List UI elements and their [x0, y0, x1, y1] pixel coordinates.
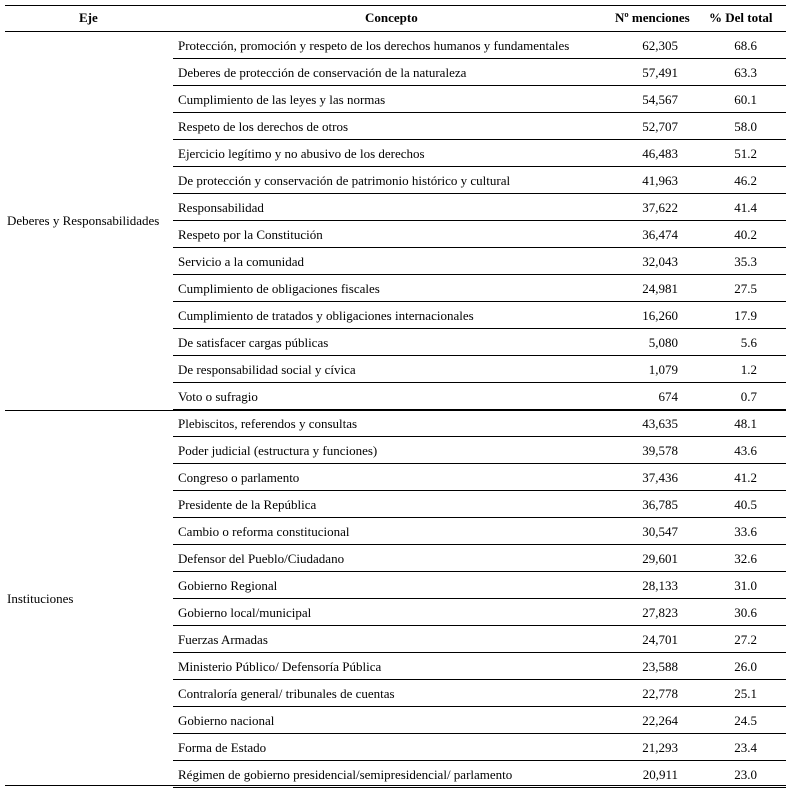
- cell-menciones: 24,701: [642, 632, 678, 647]
- cell-menciones: 21,293: [642, 740, 678, 755]
- cell-eje: Instituciones: [7, 591, 74, 606]
- cell-menciones: 43,635: [642, 416, 678, 431]
- cell-concepto: Forma de Estado: [178, 740, 267, 755]
- cell-porcentaje: 17.9: [734, 308, 757, 323]
- cell-porcentaje: 25.1: [734, 686, 757, 701]
- cell-menciones: 5,080: [648, 335, 678, 350]
- cell-concepto: Ejercicio legítimo y no abusivo de los derechos: [178, 146, 425, 161]
- cell-menciones: 54,567: [642, 92, 678, 107]
- table-row: [5, 626, 786, 653]
- table-row: [5, 437, 786, 464]
- table-row: [5, 356, 786, 383]
- cell-concepto: Respeto por la Constitución: [178, 227, 323, 242]
- cell-concepto: Defensor del Pueblo/Ciudadano: [178, 551, 345, 566]
- table-row: [5, 680, 786, 707]
- header-menciones: Nº menciones: [615, 10, 690, 25]
- cell-porcentaje: 23.4: [734, 740, 757, 755]
- cell-menciones: 37,436: [642, 470, 678, 485]
- cell-porcentaje: 1.2: [740, 362, 757, 377]
- table-row: [5, 140, 786, 167]
- cell-porcentaje: 24.5: [734, 713, 757, 728]
- cell-porcentaje: 35.3: [734, 254, 757, 269]
- cell-menciones: 46,483: [642, 146, 678, 161]
- cell-menciones: 36,785: [642, 497, 678, 512]
- table-row: [5, 464, 786, 491]
- cell-concepto: Servicio a la comunidad: [178, 254, 304, 269]
- cell-concepto: De protección y conservación de patrimonio histórico y cultural: [178, 173, 511, 188]
- cell-concepto: Ministerio Público/ Defensoría Pública: [178, 659, 382, 674]
- cell-porcentaje: 40.5: [734, 497, 757, 512]
- cell-menciones: 37,622: [642, 200, 678, 215]
- cell-porcentaje: 41.2: [734, 470, 757, 485]
- cell-porcentaje: 43.6: [734, 443, 757, 458]
- cell-concepto: Fuerzas Armadas: [178, 632, 268, 647]
- header-porcentaje: % Del total: [709, 10, 773, 25]
- header-eje: Eje: [79, 10, 98, 25]
- cell-concepto: Congreso o parlamento: [178, 470, 300, 485]
- cell-porcentaje: 26.0: [734, 659, 757, 674]
- cell-porcentaje: 32.6: [734, 551, 757, 566]
- table-row: [5, 32, 786, 59]
- cell-menciones: 20,911: [642, 767, 678, 782]
- cell-concepto: Cumplimiento de las leyes y las normas: [178, 92, 386, 107]
- cell-porcentaje: 41.4: [734, 200, 757, 215]
- cell-porcentaje: 60.1: [734, 92, 757, 107]
- cell-concepto: Régimen de gobierno presidencial/semipresidencial/ parlamento: [178, 767, 513, 782]
- cell-concepto: Plebiscitos, referendos y consultas: [178, 416, 358, 431]
- table-row: [5, 113, 786, 140]
- table-row: [5, 653, 786, 680]
- table-row: [5, 59, 786, 86]
- table-row: [5, 410, 786, 437]
- cell-menciones: 27,823: [642, 605, 678, 620]
- cell-porcentaje: 46.2: [734, 173, 757, 188]
- cell-porcentaje: 33.6: [734, 524, 757, 539]
- cell-menciones: 36,474: [642, 227, 678, 242]
- cell-concepto: Gobierno local/municipal: [178, 605, 312, 620]
- cell-concepto: Gobierno nacional: [178, 713, 275, 728]
- cell-concepto: Responsabilidad: [178, 200, 264, 215]
- table-row: [5, 86, 786, 113]
- cell-concepto: Gobierno Regional: [178, 578, 278, 593]
- cell-menciones: 24,981: [642, 281, 678, 296]
- cell-menciones: 22,778: [642, 686, 678, 701]
- table-row: [5, 248, 786, 275]
- cell-concepto: Presidente de la República: [178, 497, 317, 512]
- cell-menciones: 52,707: [642, 119, 678, 134]
- cell-porcentaje: 40.2: [734, 227, 757, 242]
- header-concepto: Concepto: [365, 10, 418, 25]
- table-row: [5, 761, 786, 788]
- cell-porcentaje: 48.1: [734, 416, 757, 431]
- table-row: [5, 572, 786, 599]
- table-bottom-rule: [5, 785, 786, 786]
- cell-menciones: 41,963: [642, 173, 678, 188]
- cell-menciones: 57,491: [642, 65, 678, 80]
- cell-porcentaje: 63.3: [734, 65, 757, 80]
- cell-menciones: 32,043: [642, 254, 678, 269]
- table-row: [5, 275, 786, 302]
- table-row: [5, 518, 786, 545]
- table-row: [5, 383, 786, 410]
- cell-porcentaje: 27.5: [734, 281, 757, 296]
- cell-menciones: 29,601: [642, 551, 678, 566]
- cell-porcentaje: 58.0: [734, 119, 757, 134]
- table-row: [5, 302, 786, 329]
- cell-concepto: Protección, promoción y respeto de los derechos humanos y fundamentales: [178, 38, 570, 53]
- cell-concepto: Cambio o reforma constitucional: [178, 524, 350, 539]
- cell-porcentaje: 31.0: [734, 578, 757, 593]
- cell-concepto: Voto o sufragio: [178, 389, 258, 404]
- table-row: [5, 329, 786, 356]
- row-rule: [173, 787, 786, 788]
- cell-concepto: Respeto de los derechos de otros: [178, 119, 349, 134]
- cell-concepto: Poder judicial (estructura y funciones): [178, 443, 378, 458]
- cell-porcentaje: 51.2: [734, 146, 757, 161]
- cell-concepto: Deberes de protección de conservación de la naturaleza: [178, 65, 467, 80]
- cell-menciones: 62,305: [642, 38, 678, 53]
- cell-porcentaje: 27.2: [734, 632, 757, 647]
- cell-menciones: 1,079: [648, 362, 678, 377]
- cell-menciones: 16,260: [642, 308, 678, 323]
- cell-eje: Deberes y Responsabilidades: [7, 213, 160, 228]
- table-row: [5, 707, 786, 734]
- data-table: [5, 5, 786, 785]
- cell-porcentaje: 68.6: [734, 38, 757, 53]
- table-row: [5, 545, 786, 572]
- cell-porcentaje: 30.6: [734, 605, 757, 620]
- table-row: [5, 599, 786, 626]
- table-row: [5, 167, 786, 194]
- table-row: [5, 734, 786, 761]
- cell-concepto: Cumplimiento de tratados y obligaciones internacionales: [178, 308, 474, 323]
- cell-porcentaje: 23.0: [734, 767, 757, 782]
- cell-menciones: 674: [658, 389, 678, 404]
- cell-porcentaje: 5.6: [740, 335, 757, 350]
- cell-menciones: 23,588: [642, 659, 678, 674]
- cell-menciones: 39,578: [642, 443, 678, 458]
- cell-concepto: De responsabilidad social y cívica: [178, 362, 356, 377]
- cell-menciones: 22,264: [642, 713, 678, 728]
- cell-menciones: 30,547: [642, 524, 678, 539]
- cell-concepto: De satisfacer cargas públicas: [178, 335, 329, 350]
- cell-concepto: Contraloría general/ tribunales de cuentas: [178, 686, 395, 701]
- table-row: [5, 491, 786, 518]
- cell-porcentaje: 0.7: [740, 389, 757, 404]
- cell-concepto: Cumplimiento de obligaciones fiscales: [178, 281, 380, 296]
- cell-menciones: 28,133: [642, 578, 678, 593]
